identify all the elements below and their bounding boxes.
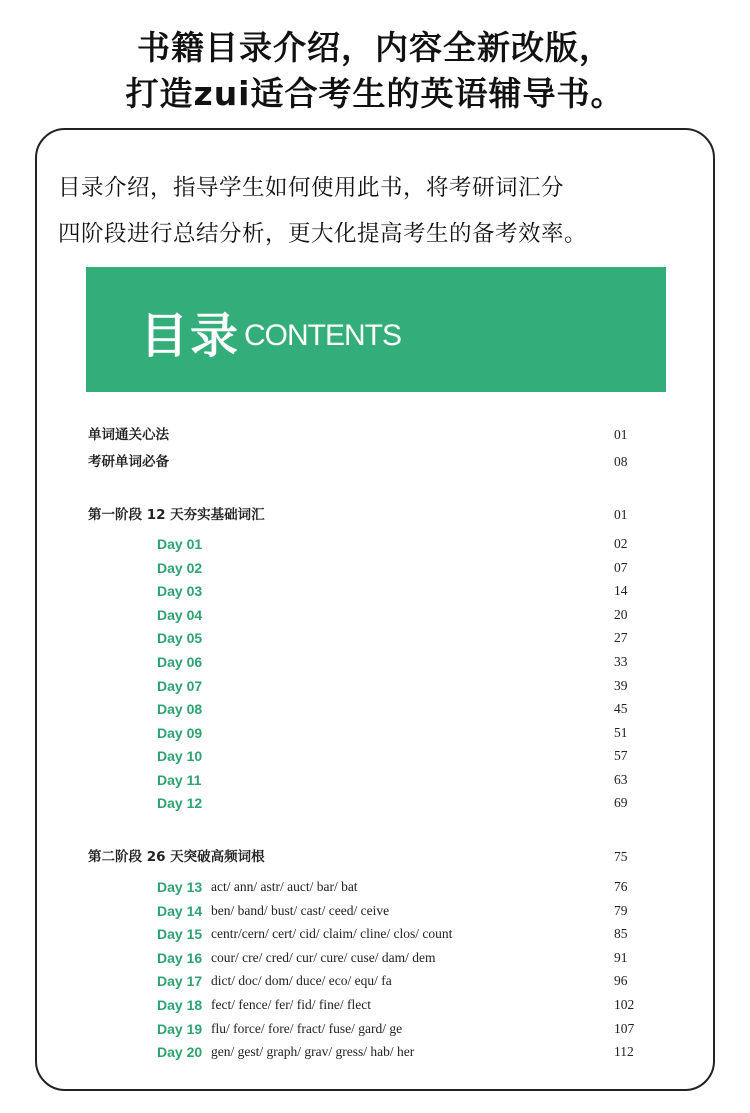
toc-page-number: 96 <box>614 973 628 988</box>
toc-day-row <box>86 675 666 697</box>
toc-page-number: 01 <box>614 507 628 522</box>
leader-dots <box>414 970 614 992</box>
toc-page-number: 76 <box>614 879 628 894</box>
day-label: Day 13 <box>157 879 203 895</box>
leader-dots <box>220 533 614 555</box>
toc-day-row <box>86 580 666 602</box>
toc-page-number: 102 <box>614 997 635 1012</box>
leader-dots <box>220 792 614 814</box>
toc-day-row <box>86 533 666 555</box>
leader-dots <box>396 994 614 1016</box>
leader-dots <box>190 424 614 446</box>
leader-dots <box>482 923 614 945</box>
word-roots: fect/ fence/ fer/ fid/ fine/ flect <box>211 997 372 1012</box>
toc-page-number: 08 <box>614 454 628 469</box>
leader-dots <box>220 675 614 697</box>
toc-day-row <box>86 722 666 744</box>
toc-day-row <box>86 900 666 922</box>
leader-dots <box>220 580 614 602</box>
toc-page-number: 75 <box>614 849 628 864</box>
toc-day-row <box>86 769 666 791</box>
toc-page-number: 20 <box>614 607 628 622</box>
leader-dots <box>220 651 614 673</box>
day-label: Day 09 <box>157 725 203 741</box>
intro-line-1: 目录介绍，指导学生如何使用此书，将考研词汇分 <box>58 175 565 201</box>
toc-day-row <box>86 627 666 649</box>
leader-dots <box>440 1041 614 1063</box>
leader-dots <box>220 627 614 649</box>
leader-dots <box>220 557 614 579</box>
toc-day-row <box>86 970 666 992</box>
leader-dots <box>220 604 614 626</box>
leader-dots <box>296 846 614 868</box>
day-label: Day 02 <box>157 560 203 576</box>
toc-row <box>86 451 666 473</box>
day-label: Day 16 <box>157 950 203 966</box>
word-roots: flu/ force/ fore/ fract/ fuse/ gard/ ge <box>211 1021 403 1036</box>
word-roots: gen/ gest/ graph/ grav/ gress/ hab/ her <box>211 1044 415 1059</box>
day-label: Day 14 <box>157 903 203 919</box>
toc-section-row <box>86 504 666 526</box>
word-roots: cour/ cre/ cred/ cur/ cure/ cuse/ dam/ dem <box>211 950 436 965</box>
toc-page-number: 112 <box>614 1044 634 1059</box>
leader-dots <box>296 504 614 526</box>
leader-dots <box>468 947 614 969</box>
toc-day-row <box>86 557 666 579</box>
toc-page-number: 51 <box>614 725 628 740</box>
toc-page-number: 27 <box>614 630 628 645</box>
leader-dots <box>190 451 614 473</box>
day-label: Day 03 <box>157 583 203 599</box>
day-label: Day 18 <box>157 997 203 1013</box>
toc-entry-label: 单词通关心法 <box>88 427 169 443</box>
banner-title-cn: 目录 <box>140 308 241 364</box>
day-label: Day 01 <box>157 536 203 552</box>
toc-section-label: 第二阶段 26 天突破高频词根 <box>88 849 265 865</box>
word-roots: dict/ doc/ dom/ duce/ eco/ equ/ fa <box>211 973 392 988</box>
intro-line-2: 四阶段进行总结分析，更大化提高考生的备考效率。 <box>58 221 588 247</box>
toc-entry-label: 考研单词必备 <box>88 454 169 470</box>
leader-dots <box>426 1018 614 1040</box>
toc-day-row <box>86 876 666 898</box>
toc-section-label: 第一阶段 12 天夯实基础词汇 <box>88 507 265 523</box>
day-label: Day 11 <box>157 772 202 788</box>
leader-dots <box>220 769 614 791</box>
headline-line-2: 打造zui适合考生的英语辅导书。 <box>125 74 625 113</box>
day-label: Day 12 <box>157 795 203 811</box>
leader-dots <box>220 698 614 720</box>
toc-page-number: 91 <box>614 950 628 965</box>
toc-row <box>86 424 666 446</box>
toc-page-number: 63 <box>614 772 628 787</box>
day-label: Day 06 <box>157 654 203 670</box>
toc-page-number: 33 <box>614 654 628 669</box>
toc-page-number: 79 <box>614 903 628 918</box>
day-label: Day 17 <box>157 973 203 989</box>
toc-day-row <box>86 792 666 814</box>
toc-page-number: 45 <box>614 701 628 716</box>
toc-day-row <box>86 651 666 673</box>
banner-title-en: CONTENTS <box>244 319 401 352</box>
headline-line-1: 书籍目录介绍，内容全新改版， <box>137 28 613 67</box>
leader-dots <box>412 900 614 922</box>
toc-page-number: 14 <box>614 583 628 598</box>
leader-dots <box>220 745 614 767</box>
toc-page-number: 39 <box>614 678 628 693</box>
toc-section-row <box>86 846 666 868</box>
toc-page-number: 07 <box>614 560 628 575</box>
toc-day-row <box>86 923 666 945</box>
toc-page-number: 85 <box>614 926 628 941</box>
word-roots: act/ ann/ astr/ auct/ bar/ bat <box>211 879 358 894</box>
day-label: Day 05 <box>157 630 203 646</box>
toc-page-number: 02 <box>614 536 628 551</box>
toc-day-row <box>86 745 666 767</box>
day-label: Day 10 <box>157 748 203 764</box>
toc-page-number: 69 <box>614 795 628 810</box>
toc-day-row <box>86 604 666 626</box>
leader-dots <box>220 722 614 744</box>
day-label: Day 20 <box>157 1044 203 1060</box>
day-label: Day 08 <box>157 701 203 717</box>
toc-day-row <box>86 1041 666 1063</box>
toc-day-row <box>86 994 666 1016</box>
toc-page-number: 107 <box>614 1021 635 1036</box>
toc-page-number: 57 <box>614 748 628 763</box>
day-label: Day 15 <box>157 926 203 942</box>
day-label: Day 04 <box>157 607 203 623</box>
day-label: Day 07 <box>157 678 203 694</box>
leader-dots <box>384 876 614 898</box>
contents-banner <box>86 267 666 392</box>
word-roots: ben/ band/ bust/ cast/ ceed/ ceive <box>211 903 390 918</box>
day-label: Day 19 <box>157 1021 203 1037</box>
toc-page-number: 01 <box>614 427 628 442</box>
toc-day-row <box>86 947 666 969</box>
toc-day-row <box>86 1018 666 1040</box>
toc-day-row <box>86 698 666 720</box>
word-roots: centr/cern/ cert/ cid/ claim/ cline/ clos/ count <box>211 926 453 941</box>
